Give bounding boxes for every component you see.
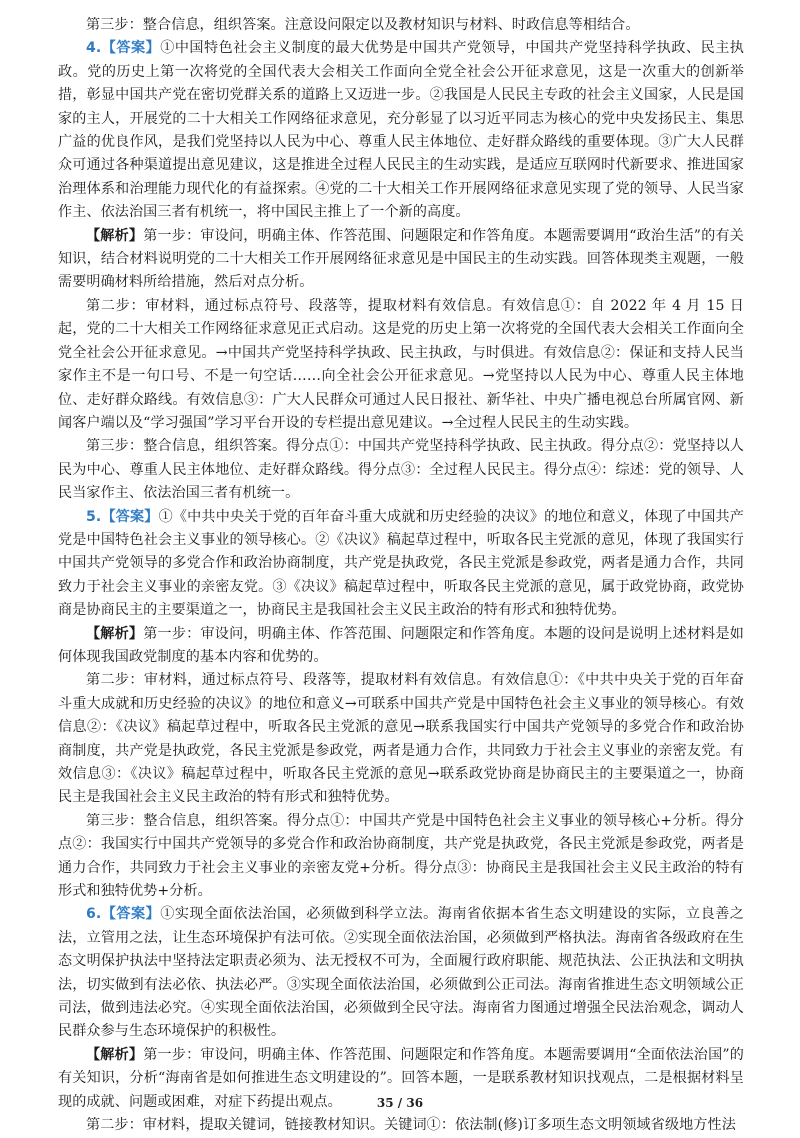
step3-paragraph: 第三步：整合信息，组织答案。注意设问限定以及教材知识与材料、时政信息等相结合。 [86,17,640,33]
analysis-text: 第一步：审设问，明确主体、作答范围、问题限定和作答角度。本题需要调用“全面依法治国”的有关知识，分析“海南省是如何推进生态文明建设的”。回答本题，一是联系教材知识找观点，二是根据材料呈现的成就、问题或困难，对症下药提出观点。 [58,1046,744,1110]
answer-tag: 【答案】 [101,508,159,525]
answer-text: ①《中共中央关于党的百年奋斗重大成就和历史经验的决议》的地位和意义，体现了中国共产党是中国特色社会主义事业的领导核心。②《决议》稿起草过程中，听取各民主党派的意见，体现了我国实行中国共产党领导的多党合作和政治协商制度，共产党是执政党，各民主党派是参政党，两者是通力合作，共同致力于社会主义事业的亲密友党。③《决议》稿起草过程中，听取各民主党派的意见，属于政党协商，政党协商是协商民主的主要渠道之一，协商民主是我国社会主义民主政治的特有形式和独特优势。 [58,508,744,619]
analysis-tag: 【解析】 [86,227,144,244]
q6-analysis-step2: 第二步：审材料，提取关键词，链接教材知识。关键词①：依法制(修)订多项生态文明领域省级地方性法 [86,1117,736,1134]
q4-analysis-step2: 第二步：审材料，通过标点符号、段落等，提取材料有效信息。有效信息①：自 2022 年 4 月 15 日起，党的二十大相关工作网络征求意见正式启动。这是党的历史上第一次将党的全国代表大会相关工作面向全党全社会公开征求意见。→中国共产党坚持科学执政、民主执政，与时俱进。有效信息②：保证和支持人民当家作主不是一句口号、不是一句空话……向全社会公开征求意见。→党坚持以人民为中心、尊重人民主体地位、走好群众路线。有效信息③：广大人民群众可通过人民日报社、新华社、中央广播电视总台所属官网、新闻客户端以及“学习强国”学习平台开设的专栏提出意见建议。→全过程人民民主的生动实践。 [58,297,744,431]
question-number: 6. [86,906,102,923]
q5-analysis-step2: 第二步：审材料，通过标点符号、段落等，提取材料有效信息。有效信息①：《中共中央关于党的百年奋斗重大成就和历史经验的决议》的地位和意义→可联系中国共产党是中国特色社会主义事业的领导核心。有效信息②：《决议》稿起草过程中，听取各民主党派的意见→联系我国实行中国共产党领导的多党合作和政治协商制度，共产党是执政党，各民主党派是参政党，两者是通力合作，共同致力于社会主义事业的亲密友党。有效信息③：《决议》稿起草过程中，听取各民主党派的意见→联系政党协商是协商民主的主要渠道之一，协商民主是我国社会主义民主政治的特有形式和独特优势。 [58,672,744,806]
answer-tag: 【答案】 [101,40,161,57]
question-number: 5. [86,508,102,525]
analysis-tag: 【解析】 [86,625,144,642]
analysis-text: 第一步：审设问，明确主体、作答范围、问题限定和作答角度。本题的设问是说明上述材料是如何体现我国政党制度的基本内容和优势的。 [58,625,744,665]
q6-answer [58,903,744,1043]
answer-text: ①实现全面依法治国，必须做到科学立法。海南省依据本省生态文明建设的实际，立良善之法，立管用之法，让生态环境保护有法可依。②实现全面依法治国，必须做到严格执法。海南省各级政府在生态文明保护执法中坚持法定职责必须为、法无授权不可为，全面履行政府职能、规范执法、公正执法和文明执法，切实做到有法必依、执法必严。③实现全面依法治国，必须做到公正司法。海南省推进生态文明领域公正司法，做到违法必究。④实现全面依法治国，必须做到全民守法。海南省力图通过增强全民法治观念，调动人民群众参与生态环境保护的积极性。 [58,906,745,1040]
q5-analysis-step1 [58,623,744,670]
q5-analysis-step3: 第三步：整合信息，组织答案。得分点①：中国共产党是中国特色社会主义事业的领导核心+分析。得分点②：我国实行中国共产党领导的多党合作和政治协商制度，共产党是执政党，各民主党派是参政党，两者是通力合作，共同致力于社会主义事业的亲密友党+分析。得分点③：协商民主是我国社会主义民主政治的特有形式和独特优势+分析。 [58,812,744,900]
analysis-text: 第一步：审设问，明确主体、作答范围、问题限定和作答角度。本题需要调用“政治生活”的有关知识，结合材料说明党的二十大相关工作开展网络征求意见是中国民主的生动实践。回答体现类主观题，一般需要明确材料所给措施，然后对点分析。 [58,227,744,291]
q4-answer [58,37,744,224]
answer-tag: 【答案】 [101,906,161,923]
page-number: 35 / 36 [376,1096,424,1110]
document-body [58,14,744,1138]
question-number: 4. [86,40,102,57]
analysis-tag: 【解析】 [86,1046,144,1063]
q5-answer [58,506,744,623]
answer-text: ①中国特色社会主义制度的最大优势是中国共产党领导，中国共产党坚持科学执政、民主执政。党的历史上第一次将党的全国代表大会相关工作面向全党全社会公开征求意见，这是一次重大的创新举措，彰显中国共产党在密切党群关系的道路上又迈进一步。②我国是人民民主专政的社会主义国家，人民是国家的主人，开展党的二十大相关工作网络征求意见，充分彰显了以习近平同志为核心的党中央发扬民主、集思广益的优良作风，是我们党坚持以人民为中心、尊重人民主体地位、走好群众路线的重要体现。③广大人民群众可通过各种渠道提出意见建议，这是推进全过程人民民主的生动实践，是适应互联网时代新要求、推进国家治理体系和治理能力现代化的有益探索。④党的二十大相关工作开展网络征求意见实现了党的领导、人民当家作主、依法治国三者有机统一，将中国民主推上了一个新的高度。 [58,40,745,221]
q4-analysis-step3: 第三步：整合信息，组织答案。得分点①：中国共产党坚持科学执政、民主执政。得分点②：党坚持以人民为中心、尊重人民主体地位、走好群众路线。得分点③：全过程人民民主。得分点④：综述：党的领导、人民当家作主、依法治国三者有机统一。 [58,438,744,502]
q4-analysis-step1 [58,225,744,295]
